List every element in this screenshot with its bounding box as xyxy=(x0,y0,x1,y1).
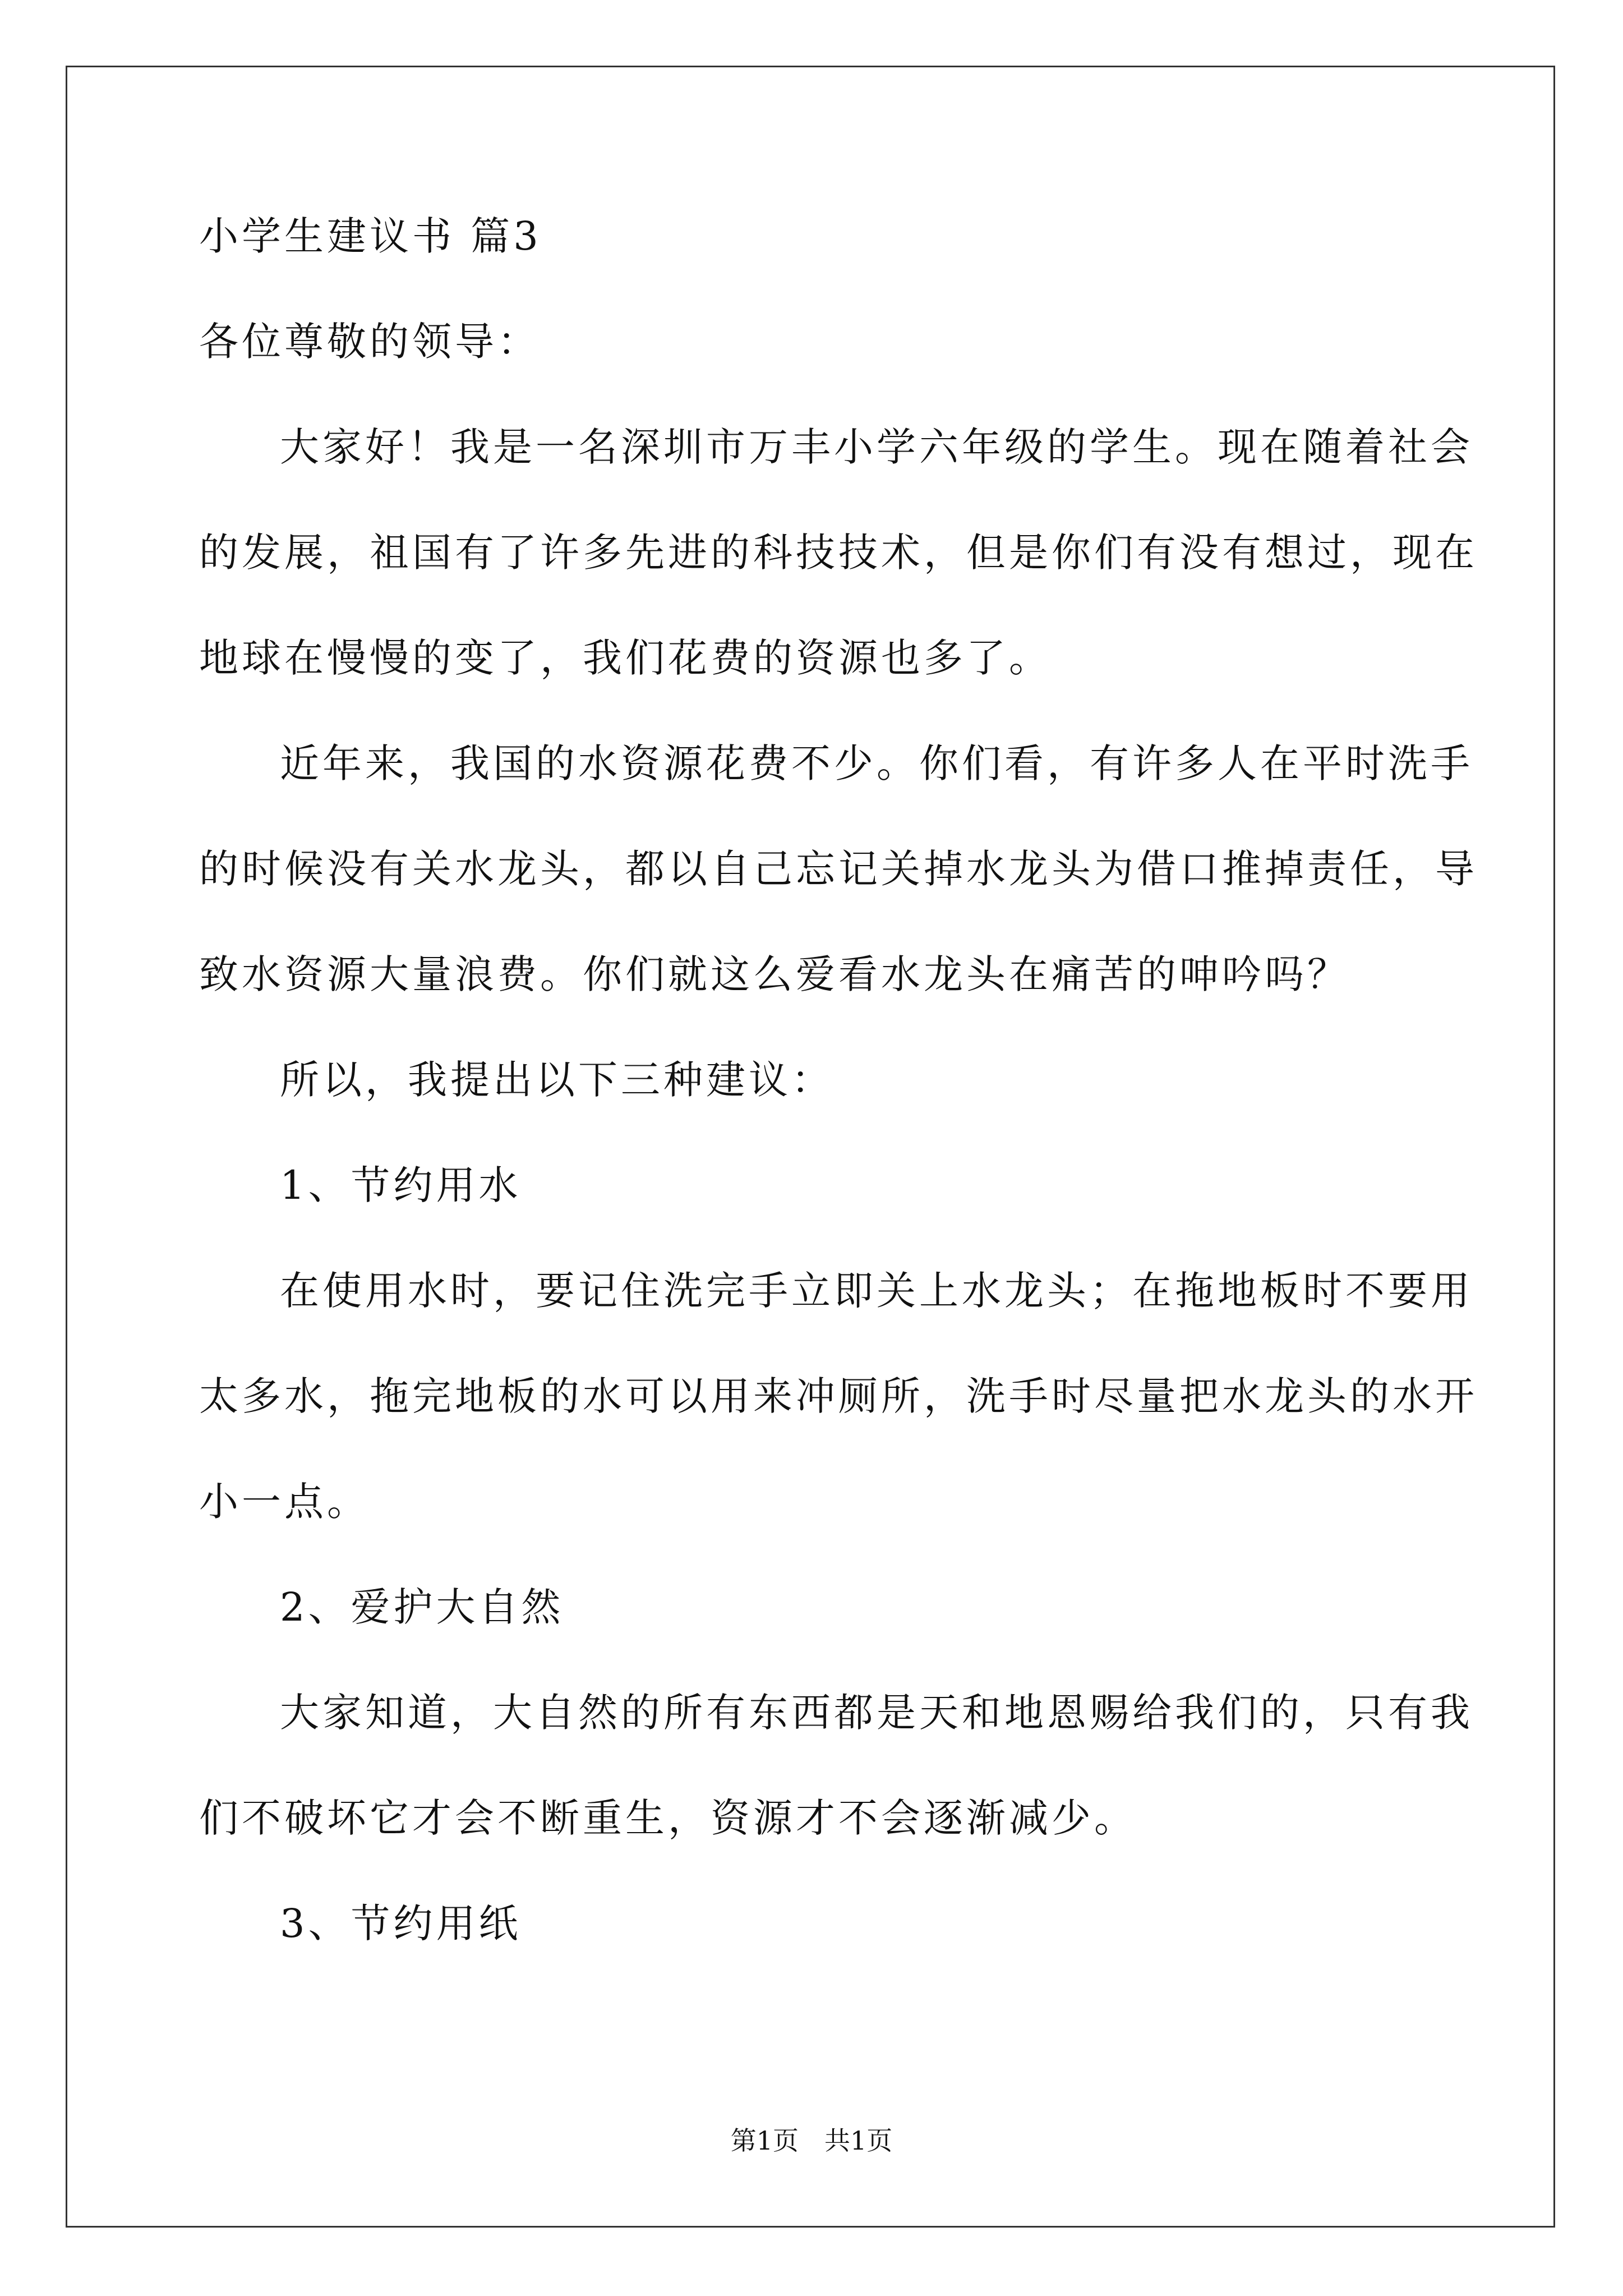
text-line: 在使用水时，要记住洗完手立即关上水龙头；在拖地板时不要用 xyxy=(280,1268,1473,1314)
paragraph-water-waste xyxy=(199,738,1478,1000)
text-line: 太多水，拖完地板的水可以用来冲厕所，洗手时尽量把水龙头的水开 xyxy=(199,1373,1478,1419)
text-line: 大家知道，大自然的所有东西都是天和地恩赐给我们的，只有我 xyxy=(280,1690,1473,1736)
text-line: 近年来，我国的水资源花费不少。你们看，有许多人在平时洗手 xyxy=(280,740,1473,786)
heading-save-paper xyxy=(199,1898,1427,1949)
text-line: 的时候没有关水龙头，都以自己忘记关掉水龙头为借口推掉责任，导 xyxy=(199,846,1478,892)
paragraph-intro xyxy=(199,422,1478,683)
salutation: 各位尊敬的领导： xyxy=(199,319,540,365)
paragraph-protect-nature xyxy=(199,1687,1473,1843)
text-line: 的发展，祖国有了许多先进的科技技术，但是你们有没有想过，现在 xyxy=(199,530,1478,576)
paragraph-save-water xyxy=(199,1266,1478,1527)
text-line: 致水资源大量浪费。你们就这么爱看水龙头在痛苦的呻吟吗？ xyxy=(199,951,1350,997)
section-heading: 1、节约用水 xyxy=(280,1162,522,1208)
text-line: 所以，我提出以下三种建议： xyxy=(280,1057,834,1103)
heading-protect-nature xyxy=(199,1582,1427,1632)
text-line: 大家好！我是一名深圳市万丰小学六年级的学生。现在随着社会 xyxy=(280,424,1473,470)
paragraph-suggestions-intro xyxy=(199,1055,1427,1105)
page-number-footer: 第1页 共1页 xyxy=(730,2125,893,2156)
text-line: 小一点。 xyxy=(199,1479,370,1525)
text-line: 地球在慢慢的变了，我们花费的资源也多了。 xyxy=(199,635,1052,681)
document-title: 小学生建议书 篇3 xyxy=(199,213,542,259)
document-body xyxy=(199,211,1478,1949)
heading-save-water xyxy=(199,1160,1427,1211)
section-heading: 3、节约用纸 xyxy=(280,1901,522,1947)
section-heading: 2、爱护大自然 xyxy=(280,1584,564,1630)
text-line: 们不破坏它才会不断重生，资源才不会逐渐减少。 xyxy=(199,1795,1137,1841)
